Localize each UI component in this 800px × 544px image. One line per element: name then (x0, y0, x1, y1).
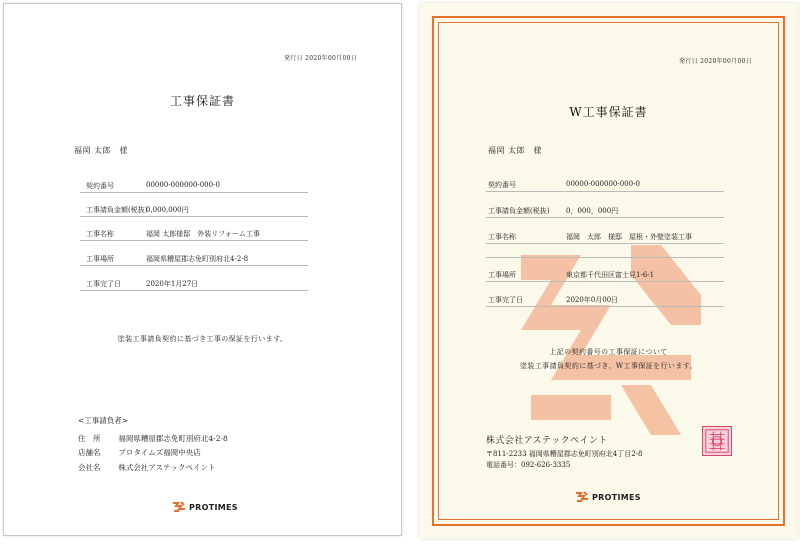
field-label: 工事請負金額(税抜) (488, 207, 550, 215)
contractor-store (78, 446, 228, 461)
statement-line: 塗装工事請負契約に基づき、W工事保証を行います。 (520, 362, 697, 370)
protimes-logo (575, 491, 641, 503)
field-value: 福岡 太郎様邸 外装リフォーム工事 (146, 230, 260, 238)
contractor-key: 会社名 (78, 462, 101, 472)
field-contract-amount (486, 204, 724, 218)
field-contract-number (80, 179, 308, 193)
contractor-key: 店舗名 (78, 448, 101, 457)
field-blank-line (486, 257, 724, 258)
field-construction-name (486, 230, 724, 244)
watermark-logo-icon (511, 235, 711, 445)
field-value: 00000-000000-000-0 (146, 181, 220, 189)
company-name: 株式会社アステックペイント (486, 436, 608, 446)
addressee: 福岡 太郎 様 (74, 146, 129, 155)
contractor-key: 住 所 (78, 433, 101, 443)
issue-date: 発行日 2020年00月00日 (284, 55, 357, 62)
contractor-value: 株式会社アステックペイント (118, 462, 216, 472)
warranty-statement: 塗装工事請負契約に基づき工事の保証を行います。 (117, 335, 288, 343)
warranty-statement (419, 345, 798, 373)
field-contract-amount (80, 203, 308, 217)
brand-name: PROTIMES (592, 492, 641, 502)
company-seal-icon (702, 426, 732, 456)
field-value: 福岡県糟屋郡志免町別府北4-2-8 (146, 255, 249, 263)
field-construction-site (80, 252, 308, 266)
protimes-mark-icon (172, 501, 186, 513)
company-info (486, 433, 643, 470)
field-label: 工事場所 (488, 271, 516, 279)
brand-name: PROTIMES (189, 502, 238, 512)
field-value: 00000-000000-000-0 (566, 180, 640, 188)
issue-date: 発行日 2020年00月00日 (679, 58, 752, 65)
field-label: 工事場所 (86, 255, 114, 263)
field-label: 工事請負金額(税抜) (86, 206, 148, 214)
contractor-info (78, 414, 228, 475)
field-contract-number (486, 178, 724, 192)
warranty-certificate-left (3, 3, 402, 536)
company-address: 〒811-2233 福岡県糟屋郡志免町別府北4丁目2-8 (486, 450, 643, 458)
document-title: 工事保証書 (169, 94, 235, 108)
field-value: 福岡 太郎 様邸 屋根・外壁塗装工事 (566, 233, 692, 241)
contractor-value: プロタイムズ福岡中央店 (118, 448, 201, 457)
contractor-address (78, 432, 228, 447)
document-title: W工事保証書 (569, 105, 648, 119)
contractor-value: 福岡県糟屋郡志免町別府北4-2-8 (118, 433, 228, 443)
addressee: 福岡 太郎 様 (488, 146, 543, 155)
contractor-company (78, 461, 228, 476)
contractor-heading: <工事請負者> (78, 416, 129, 425)
field-construction-name (80, 227, 308, 241)
protimes-logo (172, 501, 238, 513)
protimes-mark-icon (575, 491, 589, 503)
field-completion-date (80, 277, 308, 291)
field-label: 工事完了日 (86, 280, 121, 288)
field-label: 工事名称 (86, 230, 114, 238)
field-value: 東京都千代田区富士見1-6-1 (566, 271, 655, 279)
company-phone: 電話番号：092-626-3335 (486, 460, 571, 469)
field-value: 2020年0月00日 (566, 296, 619, 304)
field-value: 2020年1月27日 (146, 280, 199, 288)
w-warranty-certificate-right (419, 3, 798, 539)
field-construction-site (486, 268, 724, 282)
field-value: 0,000,000円 (146, 206, 189, 214)
field-value: 0，000，000円 (566, 207, 619, 215)
field-label: 契約番号 (86, 182, 114, 190)
field-label: 工事完了日 (488, 296, 523, 304)
statement-line: 上記の契約番号の工事保証について (549, 348, 668, 356)
field-label: 工事名称 (488, 233, 516, 241)
field-completion-date (486, 293, 724, 307)
field-label: 契約番号 (488, 181, 516, 189)
